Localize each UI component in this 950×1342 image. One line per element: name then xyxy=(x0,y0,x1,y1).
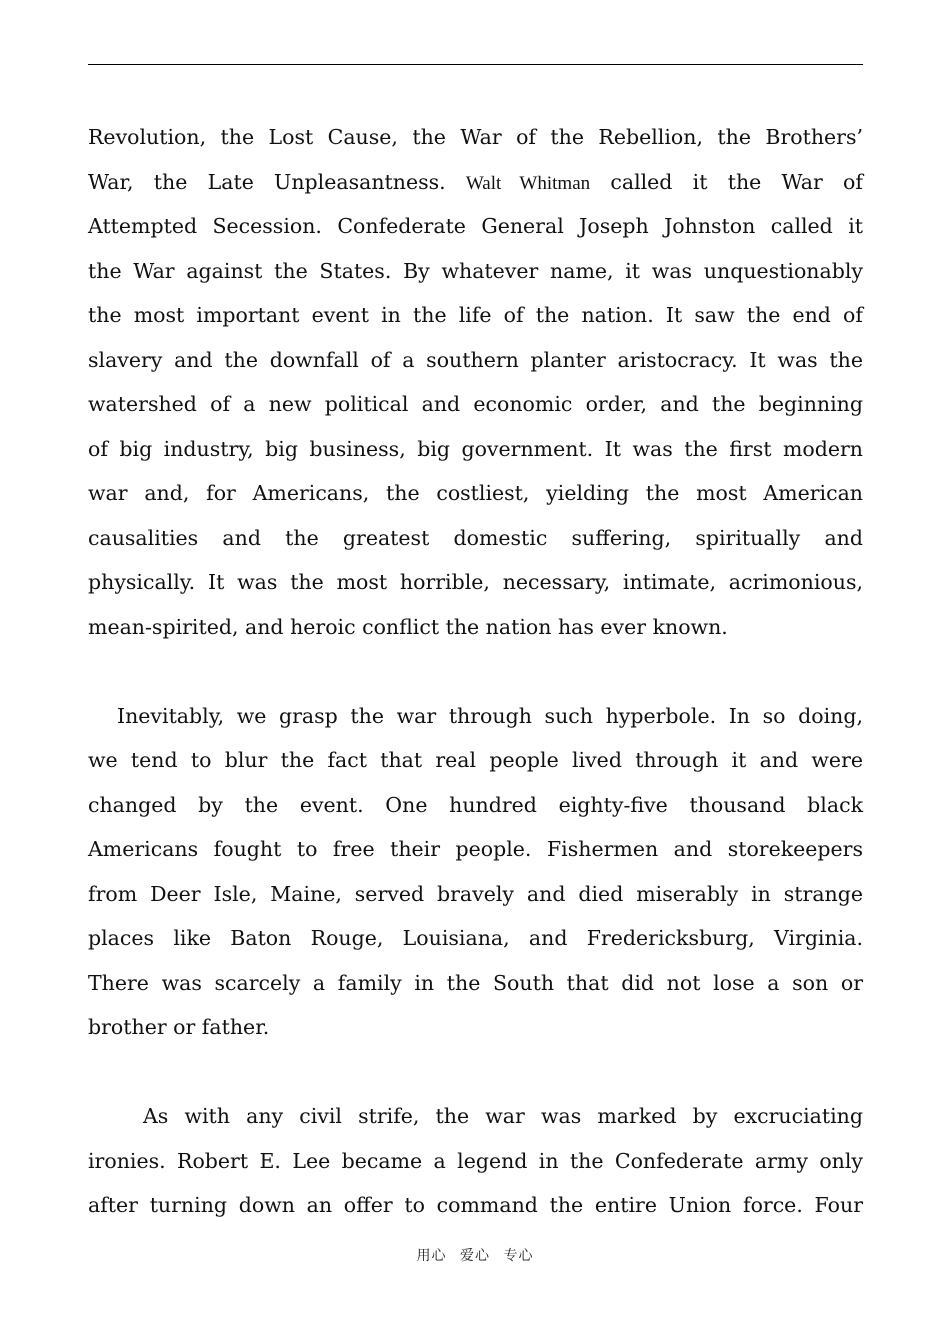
paragraph-1 xyxy=(88,115,863,649)
text-line: changed by the event. One hundred eighty-five thousand black xyxy=(88,792,863,817)
text-line: mean-spirited, and heroic conflict the nation has ever known. xyxy=(88,614,728,639)
page-footer xyxy=(0,1245,950,1265)
text-line: the most important event in the life of the nation. It saw the end of xyxy=(88,303,863,327)
header-rule xyxy=(88,64,863,65)
text-line: There was scarcely a family in the South that did not lose a son or xyxy=(88,970,863,995)
footer-item: 用心 xyxy=(416,1248,447,1264)
footer-item: 爱心 xyxy=(460,1248,490,1264)
paragraph-gap xyxy=(88,1050,863,1095)
text-line: from Deer Isle, Maine, served bravely and died miserably in strange xyxy=(88,881,863,906)
text-segment: War, the Late Unpleasantness. xyxy=(88,169,466,194)
paragraph-3 xyxy=(88,1094,863,1228)
paragraph-gap xyxy=(88,649,863,694)
body-text xyxy=(88,115,863,1228)
text-line: As with any civil strife, the war was marked by excruciating xyxy=(143,1104,863,1128)
text-line: of big industry, big business, big government. It was the first modern xyxy=(88,436,863,461)
text-line: Inevitably, we grasp the war through such hyperbole. In so doing, xyxy=(117,703,863,728)
text-line: watershed of a new political and economic order, and the beginning xyxy=(88,392,863,416)
text-segment: called it the War of xyxy=(590,169,863,194)
text-line: Attempted Secession. Confederate General Joseph Johnston called it xyxy=(88,214,863,238)
text-line: after turning down an offer to command the entire Union force. Four xyxy=(88,1193,863,1217)
text-line xyxy=(88,160,863,205)
text-line: ironies. Robert E. Lee became a legend in the Confederate army only xyxy=(88,1148,863,1173)
text-line: Americans fought to free their people. Fishermen and storekeepers xyxy=(88,837,863,861)
text-line: we tend to blur the fact that real people lived through it and were xyxy=(88,748,863,772)
text-line: slavery and the downfall of a southern planter aristocracy. It was the xyxy=(88,347,863,372)
footer-item: 专心 xyxy=(503,1248,534,1264)
paragraph-2 xyxy=(88,694,863,1050)
text-line: Revolution, the Lost Cause, the War of the Rebellion, the Brothers’ xyxy=(88,125,863,149)
name-walt-whitman: Walt Whitman xyxy=(465,172,591,194)
text-line: places like Baton Rouge, Louisiana, and Fredericksburg, Virginia. xyxy=(88,926,863,950)
text-line: war and, for Americans, the costliest, yielding the most American xyxy=(88,481,863,505)
text-line: brother or father. xyxy=(88,1015,270,1039)
text-line: the War against the States. By whatever name, it was unquestionably xyxy=(88,258,863,283)
text-line: physically. It was the most horrible, necessary, intimate, acrimonious, xyxy=(88,570,863,594)
text-line: causalities and the greatest domestic suffering, spiritually and xyxy=(88,525,863,550)
